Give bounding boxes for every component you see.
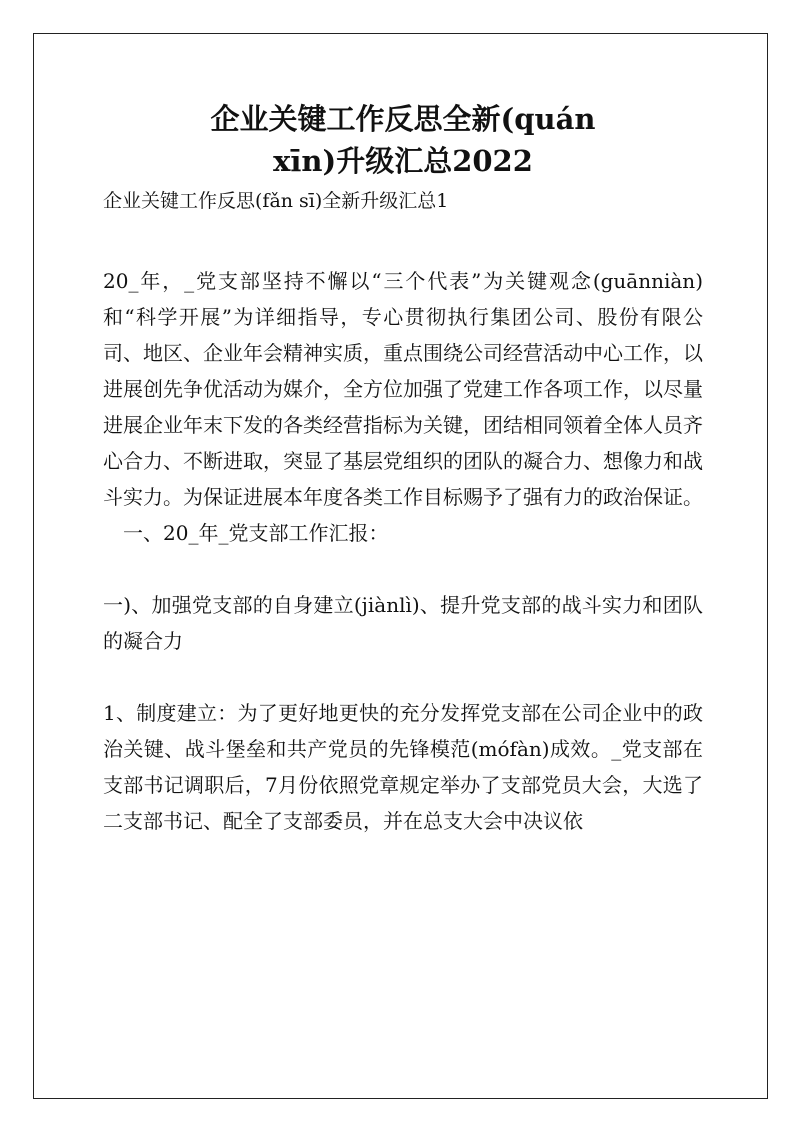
document-title: [103, 98, 703, 182]
title-line-2: xīn)升级汇总2022: [273, 144, 533, 178]
document-body: [103, 98, 703, 839]
section-heading-1: 一、20_年_党支部工作汇报：: [123, 521, 389, 545]
section-heading-1-1: 一)、加强党支部的自身建立(jiànlì)、提升党支部的战斗实力和团队的凝合力: [103, 593, 703, 653]
document-subtitle: 企业关键工作反思(fǎn sī)全新升级汇总1: [103, 190, 449, 212]
title-line-1: 企业关键工作反思全新(quán: [210, 102, 596, 136]
paragraph-system-building: 1、制度建立：为了更好地更快的充分发挥党支部在公司企业中的政治关键、战斗堡垒和共产党员的先锋模范(mófàn)成效。_党支部在支部书记调职后，7月份依照党章规定举办了支部党员大会，大选了二支部书记、配全了支部委员，并在总支大会中决议依: [103, 701, 703, 833]
paragraph-intro: 20_年，_党支部坚持不懈以“三个代表”为关键观念(guānniàn)和“科学开展”为详细指导，专心贯彻执行集团公司、股份有限公司、地区、企业年会精神实质，重点围绕公司经营活动中心工作，以进展创先争优活动为媒介，全方位加强了党建工作各项工作，以尽量进展企业年末下发的各类经营指标为关键，团结相同领着全体人员齐心合力、不断进取，突显了基层党组织的团队的凝合力、想像力和战斗实力。为保证进展本年度各类工作目标赐予了强有力的政治保证。: [103, 269, 703, 509]
